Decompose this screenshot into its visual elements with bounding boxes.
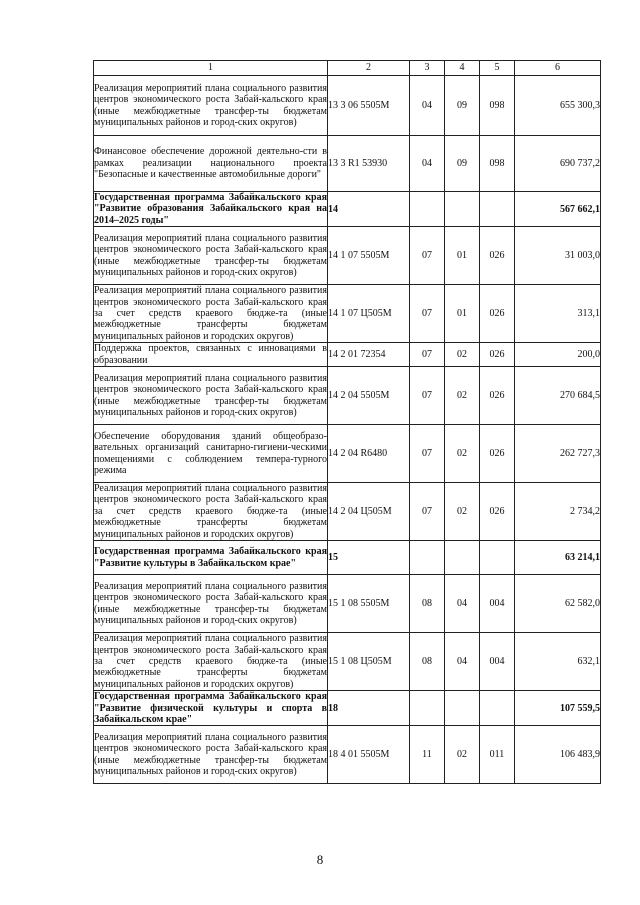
row-name: Реализация мероприятий плана социального развития центров экономического роста Забай-кальского края (иные межбюджетные трансфер-ты бюджетам муниципальных районов и город-ских округов) bbox=[94, 227, 328, 285]
row-name: Реализация мероприятий плана социального развития центров экономического роста Забай-кальского края за счет средств краевого бюдже-та (иные межбюджетные трансферты бюджетам муниципальных районов и городских округов) bbox=[94, 633, 327, 690]
row-section: 08 bbox=[410, 575, 445, 633]
table-row bbox=[94, 633, 601, 691]
row-ministry: 098 bbox=[480, 76, 515, 136]
row-amount: 270 684,5 bbox=[515, 367, 601, 425]
row-code: 14 1 07 Ц505M bbox=[328, 285, 410, 343]
row-name: Государственная программа Забайкальского края "Развитие образования Забайкальского края на 2014–2025 годы" bbox=[94, 192, 327, 226]
table-row bbox=[94, 343, 601, 367]
row-section: 04 bbox=[410, 136, 445, 192]
row-amount: 63 214,1 bbox=[515, 541, 601, 575]
row-amount: 200,0 bbox=[515, 343, 601, 367]
row-section: 04 bbox=[410, 76, 445, 136]
row-code: 14 2 04 R6480 bbox=[328, 425, 410, 483]
row-ministry bbox=[480, 691, 515, 726]
row-subsection: 01 bbox=[445, 285, 480, 343]
row-name: Обеспечение оборудования зданий общеобразо-вательных организаций санитарно-гигиени-ческими помещениями с соблюдением темпера-турного режима bbox=[94, 425, 328, 483]
column-header-section: 3 bbox=[410, 61, 445, 76]
row-ministry: 026 bbox=[480, 343, 515, 367]
row-ministry: 026 bbox=[480, 483, 515, 541]
row-subsection: 04 bbox=[445, 575, 480, 633]
row-ministry: 026 bbox=[480, 285, 515, 343]
row-code: 15 1 08 5505M bbox=[328, 575, 410, 633]
row-ministry bbox=[480, 541, 515, 575]
row-amount: 106 483,9 bbox=[515, 726, 601, 784]
column-header-subsection: 4 bbox=[445, 61, 480, 76]
program-row bbox=[94, 192, 601, 227]
row-subsection: 02 bbox=[445, 343, 480, 367]
row-amount: 567 662,1 bbox=[515, 192, 601, 227]
row-name: Реализация мероприятий плана социального развития центров экономического роста Забай-кальского края (иные межбюджетные трансфер-ты бюджетам муниципальных районов и город-ских округов) bbox=[94, 575, 328, 633]
row-section bbox=[410, 192, 445, 227]
row-ministry: 011 bbox=[480, 726, 515, 784]
page-number: 8 bbox=[316, 852, 324, 867]
row-subsection: 02 bbox=[445, 425, 480, 483]
row-subsection: 02 bbox=[445, 367, 480, 425]
row-section: 07 bbox=[410, 483, 445, 541]
table-row bbox=[94, 483, 601, 541]
row-amount: 62 582,0 bbox=[515, 575, 601, 633]
row-subsection: 02 bbox=[445, 726, 480, 784]
table-body bbox=[94, 76, 601, 784]
row-subsection bbox=[445, 691, 480, 726]
row-subsection: 01 bbox=[445, 227, 480, 285]
row-subsection: 04 bbox=[445, 633, 480, 691]
row-amount: 2 734,2 bbox=[515, 483, 601, 541]
row-name: Поддержка проектов, связанных с инновациями в образовании bbox=[94, 343, 327, 366]
row-amount: 31 003,0 bbox=[515, 227, 601, 285]
table-row bbox=[94, 76, 601, 136]
row-code: 18 4 01 5505M bbox=[328, 726, 410, 784]
column-header-amount: 6 bbox=[515, 61, 601, 76]
row-section: 11 bbox=[410, 726, 445, 784]
row-section bbox=[410, 541, 445, 575]
row-section: 07 bbox=[410, 425, 445, 483]
row-section: 08 bbox=[410, 633, 445, 691]
row-ministry: 004 bbox=[480, 575, 515, 633]
row-name: Реализация мероприятий плана социального развития центров экономического роста Забай-кальского края (иные межбюджетные трансфер-ты бюджетам муниципальных районов и город-ских округов) bbox=[94, 76, 328, 136]
table-row bbox=[94, 575, 601, 633]
row-code: 14 bbox=[328, 192, 410, 227]
row-section: 07 bbox=[410, 367, 445, 425]
row-code: 14 2 04 Ц505M bbox=[328, 483, 410, 541]
row-ministry bbox=[480, 192, 515, 227]
row-code: 18 bbox=[328, 691, 410, 726]
row-amount: 313,1 bbox=[515, 285, 601, 343]
table-header-row bbox=[94, 61, 601, 76]
column-header-code: 2 bbox=[328, 61, 410, 76]
row-section bbox=[410, 691, 445, 726]
row-section: 07 bbox=[410, 343, 445, 367]
row-code: 14 1 07 5505M bbox=[328, 227, 410, 285]
program-row bbox=[94, 691, 601, 726]
row-name: Реализация мероприятий плана социального развития центров экономического роста Забай-кальского края (иные межбюджетные трансфер-ты бюджетам муниципальных районов и город-ских округов) bbox=[94, 726, 328, 784]
row-code: 13 3 06 5505M bbox=[328, 76, 410, 136]
row-amount: 632,1 bbox=[515, 633, 601, 691]
row-name: Реализация мероприятий плана социального развития центров экономического роста Забай-кальского края за счет средств краевого бюдже-та (иные межбюджетные трансферты бюджетам муниципальных районов и городских округов) bbox=[94, 285, 327, 342]
row-code: 15 1 08 Ц505M bbox=[328, 633, 410, 691]
row-name: Финансовое обеспечение дорожной деятельно-сти в рамках реализации национального проекта "Безопасные и качественные автомобильные дороги" bbox=[94, 136, 328, 192]
row-subsection: 09 bbox=[445, 76, 480, 136]
column-header-name: 1 bbox=[94, 61, 328, 76]
row-section: 07 bbox=[410, 227, 445, 285]
table-row bbox=[94, 227, 601, 285]
program-row bbox=[94, 541, 601, 575]
row-subsection: 02 bbox=[445, 483, 480, 541]
column-header-ministry: 5 bbox=[480, 61, 515, 76]
row-amount: 690 737,2 bbox=[515, 136, 601, 192]
row-amount: 107 559,5 bbox=[515, 691, 601, 726]
table-row bbox=[94, 726, 601, 784]
table-row bbox=[94, 285, 601, 343]
budget-allocation-table bbox=[93, 60, 601, 784]
table-row bbox=[94, 136, 601, 192]
row-section: 07 bbox=[410, 285, 445, 343]
row-ministry: 098 bbox=[480, 136, 515, 192]
row-subsection: 09 bbox=[445, 136, 480, 192]
row-amount: 262 727,3 bbox=[515, 425, 601, 483]
table-row bbox=[94, 367, 601, 425]
row-ministry: 026 bbox=[480, 227, 515, 285]
row-subsection bbox=[445, 192, 480, 227]
row-name: Реализация мероприятий плана социального развития центров экономического роста Забай-кальского края (иные межбюджетные трансфер-ты бюджетам муниципальных районов и город-ских округов) bbox=[94, 367, 328, 425]
row-code: 15 bbox=[328, 541, 410, 575]
row-name: Государственная программа Забайкальского края "Развитие физической культуры и спорта в Забайкальском крае" bbox=[94, 691, 327, 725]
row-name: Реализация мероприятий плана социального развития центров экономического роста Забай-кальского края за счет средств краевого бюдже-та (иные межбюджетные трансферты бюджетам муниципальных районов и городских округов) bbox=[94, 483, 327, 540]
row-ministry: 026 bbox=[480, 367, 515, 425]
row-name: Государственная программа Забайкальского края "Развитие культуры в Забайкальском крае" bbox=[94, 541, 328, 575]
row-ministry: 004 bbox=[480, 633, 515, 691]
table-row bbox=[94, 425, 601, 483]
row-code: 13 3 R1 53930 bbox=[328, 136, 410, 192]
row-ministry: 026 bbox=[480, 425, 515, 483]
row-code: 14 2 01 72354 bbox=[328, 343, 410, 367]
row-amount: 655 300,3 bbox=[515, 76, 601, 136]
row-subsection bbox=[445, 541, 480, 575]
row-code: 14 2 04 5505M bbox=[328, 367, 410, 425]
